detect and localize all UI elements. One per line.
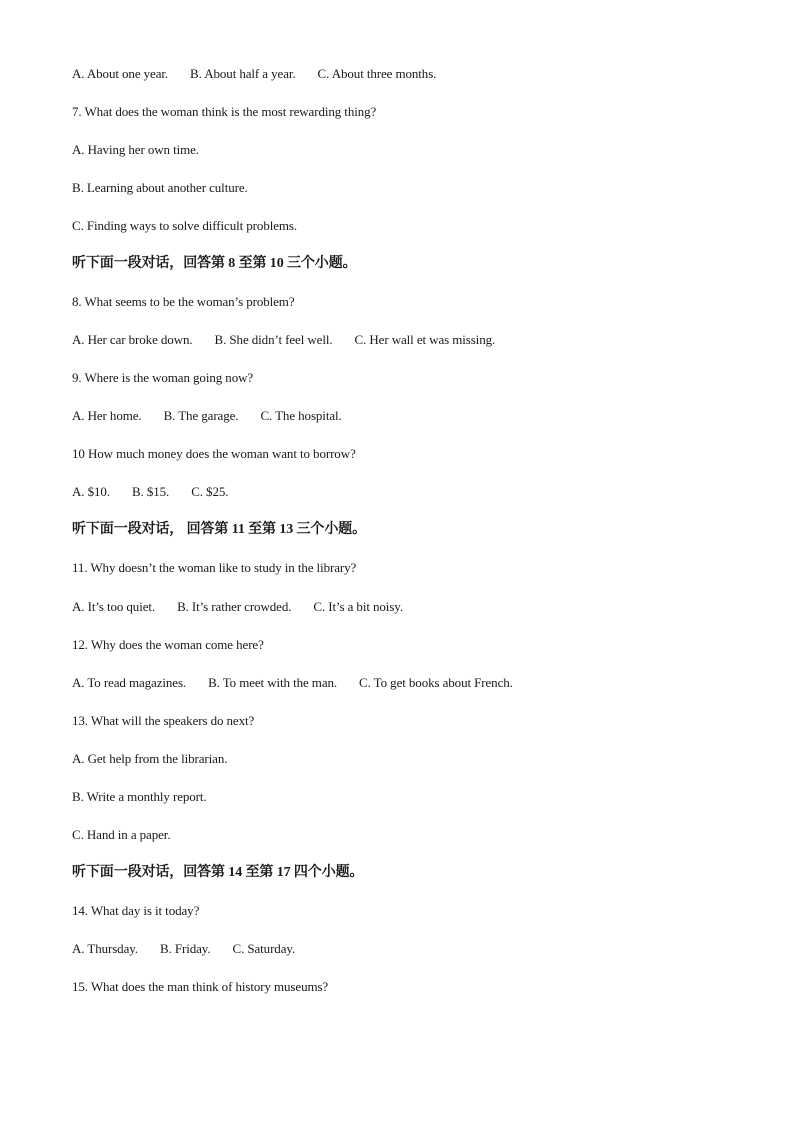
question-9: 9. Where is the woman going now?	[72, 370, 254, 385]
option-b: B. About half a year.	[190, 66, 296, 81]
question-9-options	[72, 408, 342, 424]
option-a: A. $10.	[72, 484, 110, 499]
option-a: A. About one year.	[72, 66, 169, 81]
option-b: B. To meet with the man.	[208, 675, 338, 690]
question-13-option-b: B. Write a monthly report.	[72, 789, 207, 804]
question-14-options	[72, 941, 295, 957]
option-a: A. Her car broke down.	[72, 332, 193, 347]
question-13-option-c: C. Hand in a paper.	[72, 827, 171, 842]
question-7-option-c: C. Finding ways to solve difficult problems.	[72, 218, 298, 233]
option-c: C. About three months.	[317, 66, 437, 81]
section-heading-14-17: 听下面一段对话，回答第 14 至第 17 四个小题。	[72, 865, 364, 880]
question-10-options	[72, 484, 228, 500]
question-11: 11. Why doesn’t the woman like to study in the library?	[72, 560, 357, 575]
question-13-option-a: A. Get help from the librarian.	[72, 751, 228, 766]
section-heading-11-13: 听下面一段对话， 回答第 11 至第 13 三个小题。	[72, 522, 367, 537]
option-a: A. To read magazines.	[72, 675, 187, 690]
option-c: C. To get books about French.	[359, 675, 513, 690]
option-c: C. Her wall et was missing.	[354, 332, 496, 347]
option-c: C. It’s a bit noisy.	[313, 599, 403, 614]
question-14: 14. What day is it today?	[72, 903, 200, 918]
option-c: C. The hospital.	[260, 408, 342, 423]
option-c: C. Saturday.	[232, 941, 296, 956]
question-12: 12. Why does the woman come here?	[72, 637, 264, 652]
option-a: A. It’s too quiet.	[72, 599, 156, 614]
question-11-options	[72, 599, 403, 615]
option-b: B. Friday.	[159, 941, 211, 956]
option-b: B. The garage.	[163, 408, 239, 423]
question-8: 8. What seems to be the woman’s problem?	[72, 294, 295, 309]
option-a: A. Thursday.	[72, 941, 138, 956]
question-12-options	[72, 675, 513, 691]
question-7-option-b: B. Learning about another culture.	[72, 180, 248, 195]
question-10: 10 How much money does the woman want to borrow?	[72, 446, 356, 461]
question-13: 13. What will the speakers do next?	[72, 713, 255, 728]
question-7: 7. What does the woman think is the most rewarding thing?	[72, 104, 377, 119]
question-8-options	[72, 332, 495, 348]
option-c: C. $25.	[191, 484, 229, 499]
option-a: A. Her home.	[72, 408, 142, 423]
question-7-option-a: A. Having her own time.	[72, 142, 199, 157]
section-heading-8-10: 听下面一段对话，回答第 8 至第 10 三个小题。	[72, 256, 357, 271]
option-b: B. It’s rather crowded.	[177, 599, 292, 614]
question-15: 15. What does the man think of history museums?	[72, 979, 329, 994]
option-b: B. $15.	[131, 484, 170, 499]
question-6-options	[72, 66, 436, 82]
option-b: B. She didn’t feel well.	[214, 332, 333, 347]
